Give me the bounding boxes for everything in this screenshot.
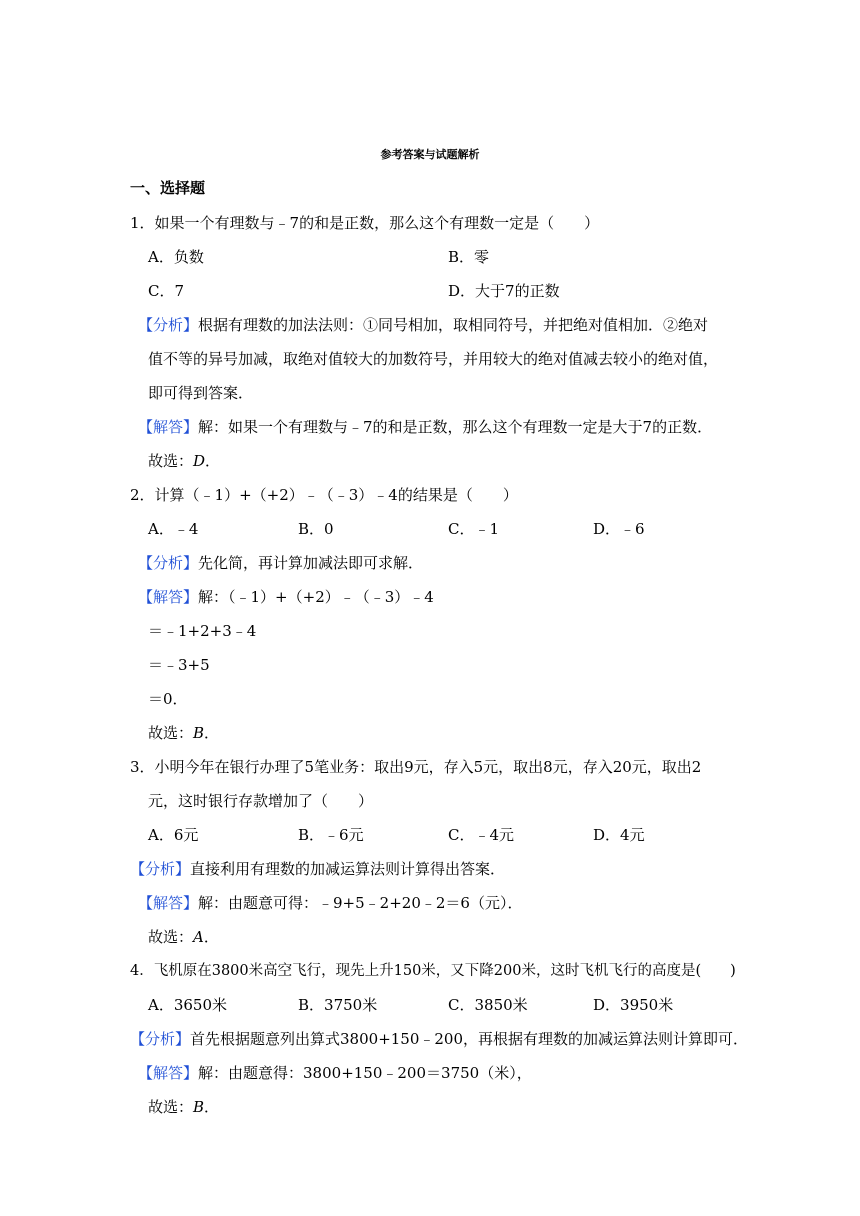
q1-stem: 1．如果一个有理数与﹣7的和是正数，那么这个有理数一定是（ ） [130, 214, 600, 232]
q3-answer: 故选：A． [148, 928, 219, 946]
q1-analysis-line: 【分析】根据有理数的加法法则：①同号相加，取相同符号，并把绝对值相加．②绝对 [138, 316, 709, 334]
section-heading: 一、选择题 [130, 179, 206, 197]
q2-option-c: C．﹣1 [448, 520, 500, 538]
q1-answer: 故选：D． [148, 452, 221, 470]
q3-stem-line: 3．小明今年在银行办理了5笔业务：取出9元，存入5元，取出8元，存入20元，取出2 [130, 758, 702, 776]
q3-solution: 【解答】解：由题意可得：﹣9+5﹣2+20﹣2＝6（元）． [138, 894, 523, 912]
q4-stem: 4．飞机原在3800米高空飞行，现先上升150米，又下降200米，这时飞机飞行的高度是( ) [130, 963, 736, 979]
q1-option-b: B．零 [448, 248, 490, 266]
q4-option-d: D．3950米 [593, 996, 674, 1014]
q2-stem: 2．计算（﹣1）+（+2）﹣（﹣3）﹣4的结果是（ ） [130, 486, 518, 504]
q3-option-a: A．6元 [148, 826, 199, 844]
q1-option-a: A．负数 [148, 248, 204, 266]
q3-stem-line: 元，这时银行存款增加了（ ） [148, 792, 374, 810]
q4-answer: 故选：B． [148, 1098, 220, 1116]
q4-solution: 【解答】解：由题意得：3800+150﹣200＝3750（米）， [138, 1064, 532, 1082]
q2-step: ＝﹣1+2+3﹣4 [148, 622, 257, 640]
q4-analysis: 【分析】首先根据题意列出算式3800+150﹣200，再根据有理数的加减运算法则计算即可． [130, 1030, 749, 1048]
q2-option-b: B．0 [298, 520, 334, 538]
q2-step: ＝0． [148, 690, 188, 708]
q4-option-a: A．3650米 [148, 996, 228, 1014]
q3-option-c: C．﹣4元 [448, 826, 515, 844]
q2-option-a: A．﹣4 [148, 520, 199, 538]
q1-analysis-line: 即可得到答案． [148, 384, 254, 402]
q3-analysis: 【分析】直接利用有理数的加减运算法则计算得出答案． [130, 860, 506, 878]
q2-step: ＝﹣3+5 [148, 656, 210, 674]
q1-option-c: C．7 [148, 282, 185, 300]
q1-analysis-line: 值不等的异号加减，取绝对值较大的加数符号，并用较大的绝对值减去较小的绝对值， [148, 350, 719, 368]
page-title: 参考答案与试题解析 [380, 148, 480, 161]
q1-option-d: D．大于7的正数 [448, 282, 560, 300]
q3-option-d: D．4元 [593, 826, 645, 844]
q1-solution: 【解答】解：如果一个有理数与﹣7的和是正数，那么这个有理数一定是大于7的正数． [138, 418, 713, 436]
q2-analysis: 【分析】先化简，再计算加减法即可求解． [138, 554, 424, 572]
solution-tag: 【解答】 [138, 418, 199, 436]
q4-option-c: C．3850米 [448, 996, 528, 1014]
q2-answer: 故选：B． [148, 724, 220, 742]
q3-option-b: B．﹣6元 [298, 826, 364, 844]
q2-option-d: D．﹣6 [593, 520, 645, 538]
analysis-tag: 【分析】 [138, 316, 199, 334]
q2-solution: 【解答】解：（﹣1）+（+2）﹣（﹣3）﹣4 [138, 588, 434, 606]
q4-option-b: B．3750米 [298, 996, 378, 1014]
